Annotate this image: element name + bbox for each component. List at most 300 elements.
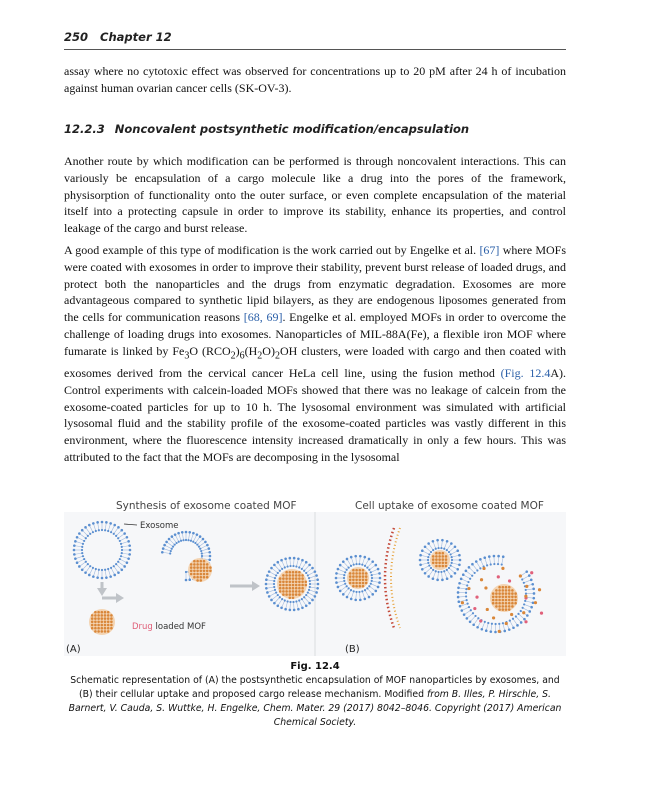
lipid-head (344, 571, 346, 573)
lipid-head (284, 557, 287, 560)
lipid-head (485, 629, 488, 632)
mof-unit (97, 627, 100, 630)
lipid-head (126, 561, 129, 564)
mof-unit (502, 586, 505, 589)
mof-unit (298, 577, 301, 580)
lipid-head (315, 574, 318, 577)
subscript: 6 (239, 350, 245, 362)
lipid-head (378, 572, 381, 575)
mof-unit (282, 584, 285, 587)
mof-unit (352, 572, 355, 575)
lipid-head (451, 559, 453, 561)
lipid-head (435, 548, 437, 550)
p2-text-4: O (RCO (189, 343, 231, 358)
lipid-head (73, 549, 76, 552)
mof-unit (196, 563, 199, 566)
mof-unit (362, 575, 365, 578)
lipid-head (303, 596, 305, 598)
lipid-head (110, 531, 112, 533)
lipid-head (355, 563, 357, 565)
lipid-head (113, 574, 116, 577)
mof-unit (110, 614, 113, 617)
figure-reference[interactable]: (Fig. 12.4 (500, 365, 551, 380)
released-fragment (538, 588, 541, 591)
lipid-head (89, 533, 91, 535)
mof-unit (200, 570, 203, 573)
mof-unit (104, 614, 107, 617)
lipid-head (289, 609, 292, 612)
mof-unit (282, 574, 285, 577)
lipid-head (486, 564, 488, 566)
mof-unit (492, 599, 495, 602)
lipid-head (81, 529, 84, 532)
lipid-head (123, 565, 126, 568)
mof-unit (502, 605, 505, 608)
panel-a-label: (A) (66, 644, 81, 655)
mof-unit (196, 570, 199, 573)
mof-unit (298, 590, 301, 593)
lipid-head (171, 535, 174, 538)
mof-unit (359, 572, 362, 575)
released-fragment (486, 608, 489, 611)
lipid-head (96, 521, 99, 524)
mof-unit (352, 575, 355, 578)
mof-unit (101, 621, 104, 624)
mof-unit (107, 630, 110, 633)
lipid-head (110, 567, 112, 569)
mof-unit (355, 579, 358, 582)
lipid-head (528, 610, 531, 613)
lipid-head (127, 540, 130, 543)
lipid-head (81, 549, 83, 551)
lipid-head (343, 580, 345, 582)
lipid-head (105, 521, 108, 524)
mof-unit (498, 608, 501, 611)
released-fragment (530, 571, 533, 574)
mof-unit (209, 566, 212, 569)
mof-unit (508, 589, 511, 592)
lipid-head (424, 545, 427, 548)
lipid-head (185, 579, 188, 582)
lipid-head (268, 570, 271, 573)
lipid-head (526, 614, 529, 617)
lipid-head (498, 623, 500, 625)
mof-unit (352, 585, 355, 588)
mof-unit (282, 587, 285, 590)
lipid-head (466, 617, 469, 620)
lipid-head (533, 592, 536, 595)
lipid-head (469, 578, 471, 580)
lipid-head (170, 550, 172, 552)
lipid-head (202, 538, 205, 541)
lipid-head (120, 529, 123, 532)
released-fragment (524, 620, 527, 623)
lipid-head (509, 620, 511, 622)
mof-unit (97, 624, 100, 627)
mof-unit (435, 555, 438, 558)
lipid-head (358, 563, 360, 565)
mof-unit (94, 621, 97, 624)
lipid-head (92, 575, 95, 578)
lipid-head (427, 562, 429, 564)
released-fragment (473, 607, 476, 610)
mof-unit (292, 597, 295, 600)
released-fragment (498, 630, 501, 633)
mof-unit (445, 562, 448, 565)
mof-unit (511, 599, 514, 602)
mof-unit (91, 614, 94, 617)
lipid-head (346, 585, 348, 587)
released-fragment (479, 619, 482, 622)
mof-unit (200, 579, 203, 582)
mof-unit (107, 617, 110, 620)
mof-unit (110, 621, 113, 624)
mof-unit (279, 590, 282, 593)
lipid-head (348, 587, 350, 589)
mof-unit (349, 575, 352, 578)
p2-text-3: . Engelke et al. employed MOFs in order to overcome the challenge of loading drugs into exosomes. Nanoparticles of MIL-88A(Fe), a flexible iron MOF where fumarate is linked by Fe (64, 310, 566, 358)
lipid-head (81, 552, 83, 554)
lipid-head (270, 599, 273, 602)
lipid-head (451, 556, 453, 558)
mof-unit (442, 565, 445, 568)
lipid-head (451, 562, 453, 564)
mof-unit (196, 579, 199, 582)
lipid-head (277, 594, 279, 596)
mof-unit (511, 605, 514, 608)
lipid-head (274, 577, 276, 579)
lipid-head (450, 542, 453, 545)
paragraph-2 (64, 242, 566, 466)
mof-unit (97, 630, 100, 633)
lipid-head (523, 618, 526, 621)
lipid-head (377, 568, 380, 571)
mof-unit (435, 558, 438, 561)
p2-text-7: O) (262, 343, 275, 358)
mof-unit (359, 579, 362, 582)
lipid-head (494, 623, 496, 625)
lipid-head (273, 602, 276, 605)
lipid-head (169, 552, 171, 554)
mof-unit (200, 560, 203, 563)
lipid-head (443, 548, 445, 550)
lipid-head (419, 563, 422, 566)
lipid-head (88, 524, 91, 527)
mof-unit (508, 599, 511, 602)
mof-unit (292, 574, 295, 577)
mof-unit (349, 582, 352, 585)
mof-unit (498, 599, 501, 602)
mof-unit (289, 597, 292, 600)
lipid-head (293, 609, 296, 612)
mof-unit (362, 585, 365, 588)
lipid-head (182, 539, 184, 541)
released-fragment (524, 595, 527, 598)
lipid-head (121, 549, 123, 551)
lipid-head (479, 558, 482, 561)
mof-unit (511, 592, 514, 595)
lipid-head (119, 558, 121, 560)
lipid-head (301, 607, 304, 610)
mof-unit (301, 584, 304, 587)
lipid-head (101, 529, 103, 531)
lipid-head (355, 591, 357, 593)
page-number: 250 (64, 30, 89, 44)
lipid-head (275, 591, 277, 593)
lipid-head (174, 533, 177, 536)
lipid-head (196, 533, 199, 536)
mof-unit (206, 570, 209, 573)
mof-unit (298, 587, 301, 590)
lipid-head (525, 589, 527, 591)
lipid-head (494, 631, 497, 634)
lipid-head (471, 575, 473, 577)
lipid-head (78, 565, 81, 568)
citation-67[interactable]: [67] (479, 243, 500, 257)
mof-unit (295, 577, 298, 580)
mof-unit (282, 581, 285, 584)
lipid-head (448, 551, 450, 553)
mof-unit (362, 579, 365, 582)
mof-unit (355, 575, 358, 578)
mof-unit (298, 581, 301, 584)
caption-text: Schematic representation of (A) the postsynthetic encapsulation of MOF nanoparticles by exosomes, and (B) their cellular uptake and proposed cargo release mechanism. Modified (70, 675, 560, 700)
p2-text-1: A good example of this type of modification is the work carried out by Engelke et al. (64, 243, 477, 257)
lipid-head (174, 544, 176, 546)
lipid-head (180, 540, 182, 542)
mof-unit (514, 599, 517, 602)
lipid-head (121, 552, 123, 554)
lipid-head (305, 561, 308, 564)
mof-unit (301, 590, 304, 593)
mof-unit (508, 605, 511, 608)
lipid-head (465, 588, 467, 590)
lipid-head (82, 543, 84, 545)
lipid-head (279, 596, 281, 598)
lipid-head (358, 591, 360, 593)
lipid-head (168, 538, 171, 541)
mof-unit (97, 617, 100, 620)
mof-unit (295, 571, 298, 574)
mof-unit (285, 577, 288, 580)
mof-unit (190, 566, 193, 569)
lipid-head (120, 555, 122, 557)
lipid-head (292, 565, 294, 567)
lipid-head (335, 581, 338, 584)
lipid-head (311, 567, 314, 570)
mof-unit (94, 630, 97, 633)
lipid-head (316, 578, 319, 581)
mof-unit (285, 590, 288, 593)
lipid-head (208, 558, 211, 561)
lipid-head (368, 569, 370, 571)
lipid-head (520, 610, 522, 612)
lipid-head (266, 591, 269, 594)
lipid-head (468, 566, 471, 569)
mof-unit (505, 608, 508, 611)
lipid-head (307, 574, 309, 576)
lipid-head (441, 579, 444, 582)
section-heading (64, 122, 566, 136)
mof-unit (97, 614, 100, 617)
mof-unit (289, 593, 292, 596)
exosome-label: Exosome (140, 521, 179, 531)
lipid-head (199, 535, 202, 538)
lipid-head (363, 598, 366, 601)
mof-unit (505, 602, 508, 605)
lipid-head (370, 571, 372, 573)
mof-unit (206, 573, 209, 576)
mof-unit (193, 570, 196, 573)
lipid-head (371, 560, 374, 563)
mof-unit (279, 577, 282, 580)
mof-unit (196, 566, 199, 569)
released-fragment (534, 601, 537, 604)
mof-unit (505, 586, 508, 589)
lipid-head (87, 563, 89, 565)
lipid-head (265, 578, 268, 581)
lipid-head (471, 563, 474, 566)
mof-unit (359, 569, 362, 572)
mof-unit (91, 624, 94, 627)
lipid-head (512, 618, 514, 620)
mof-unit (104, 630, 107, 633)
lipid-head (95, 568, 97, 570)
lipid-head (523, 582, 525, 584)
mof-unit (502, 592, 505, 595)
lipid-head (465, 570, 468, 573)
lipid-head (525, 592, 527, 594)
mof-unit (193, 573, 196, 576)
released-fragment (522, 611, 525, 614)
lipid-head (531, 583, 534, 586)
lipid-head (374, 564, 377, 567)
panel-a-title: Synthesis of exosome coated MOF (116, 500, 297, 512)
mof-unit (502, 599, 505, 602)
lipid-head (113, 565, 115, 567)
lipid-head (123, 532, 126, 535)
lipid-head (497, 563, 499, 565)
lipid-head (196, 544, 198, 546)
mof-unit (298, 584, 301, 587)
mof-unit (94, 624, 97, 627)
mof-unit (352, 569, 355, 572)
mof-unit (203, 570, 206, 573)
mof-unit (438, 552, 441, 555)
lipid-head (459, 559, 462, 562)
mof-unit (305, 584, 308, 587)
p2-text-9: A). Control experiments with calcein-loaded MOFs showed that there was no leakage of calcein from the exosome-coated particles for up to 10 h. The lysosomal environment was simulated with artificial lysosomal fluid and the stability profile of the exosome-coated particles was vastly different in this environment, where the fluorescence intensity increased dramatically in only a few hours. This was attributed to the fact that the MOFs are decomposing in the lysosomal (64, 365, 567, 464)
mof-unit (498, 605, 501, 608)
figure-illustration (64, 498, 566, 656)
mof-unit (355, 582, 358, 585)
p2-text-5: ) (235, 343, 240, 358)
lipid-head (273, 583, 275, 585)
lipid-head (265, 587, 268, 590)
mof-unit (193, 563, 196, 566)
lipid-head (297, 557, 300, 560)
mof-unit (279, 587, 282, 590)
lipid-head (273, 564, 276, 567)
mof-unit (107, 614, 110, 617)
mof-unit (505, 592, 508, 595)
mof-unit (101, 624, 104, 627)
lipid-head (204, 541, 207, 544)
mof-unit (298, 593, 301, 596)
lipid-head (82, 555, 84, 557)
lipid-head (289, 565, 291, 567)
released-fragment (497, 575, 500, 578)
lipid-head (274, 589, 276, 591)
lipid-head (119, 540, 121, 542)
mof-unit (196, 573, 199, 576)
lipid-head (446, 540, 449, 543)
lipid-head (208, 551, 211, 554)
mof-unit (203, 576, 206, 579)
lipid-head (201, 555, 203, 557)
lipid-head (497, 555, 500, 558)
lipid-head (378, 581, 381, 584)
lipid-head (87, 535, 89, 537)
lipid-head (208, 547, 211, 550)
lipid-head (370, 583, 372, 585)
lipid-head (284, 599, 286, 601)
released-fragment (519, 574, 522, 577)
lipid-head (308, 564, 311, 567)
lipid-head (446, 577, 449, 580)
mof-unit (349, 572, 352, 575)
lipid-head (120, 568, 123, 571)
mof-unit (203, 566, 206, 569)
lipid-head (76, 536, 79, 539)
lipid-head (178, 541, 180, 543)
lipid-head (361, 590, 363, 592)
lipid-head (301, 559, 304, 562)
lipid-head (477, 617, 479, 619)
lipid-head (92, 567, 94, 569)
lipid-head (435, 570, 437, 572)
mof-unit (349, 579, 352, 582)
lipid-head (339, 590, 342, 593)
lipid-head (303, 570, 305, 572)
mof-unit (359, 575, 362, 578)
released-fragment (508, 579, 511, 582)
lipid-head (371, 574, 373, 576)
lipid-head (354, 555, 357, 558)
lipid-head (192, 541, 194, 543)
lipid-head (280, 607, 283, 610)
lipid-head (171, 548, 173, 550)
lipid-head (454, 545, 457, 548)
mof-unit (285, 574, 288, 577)
lipid-head (456, 549, 459, 552)
mof-unit (107, 624, 110, 627)
mof-unit (355, 572, 358, 575)
lipid-head (532, 597, 535, 600)
figure-12-4 (64, 498, 566, 656)
lipid-head (74, 557, 77, 560)
header-rule (64, 49, 566, 50)
mof-unit (495, 589, 498, 592)
released-fragment (525, 585, 528, 588)
mof-unit (514, 602, 517, 605)
mof-unit (101, 611, 104, 614)
lipid-head (368, 558, 371, 561)
mof-unit (292, 581, 295, 584)
lipid-head (309, 583, 311, 585)
lipid-head (265, 583, 268, 586)
citation-68-69[interactable]: [68, 69] (243, 310, 283, 325)
